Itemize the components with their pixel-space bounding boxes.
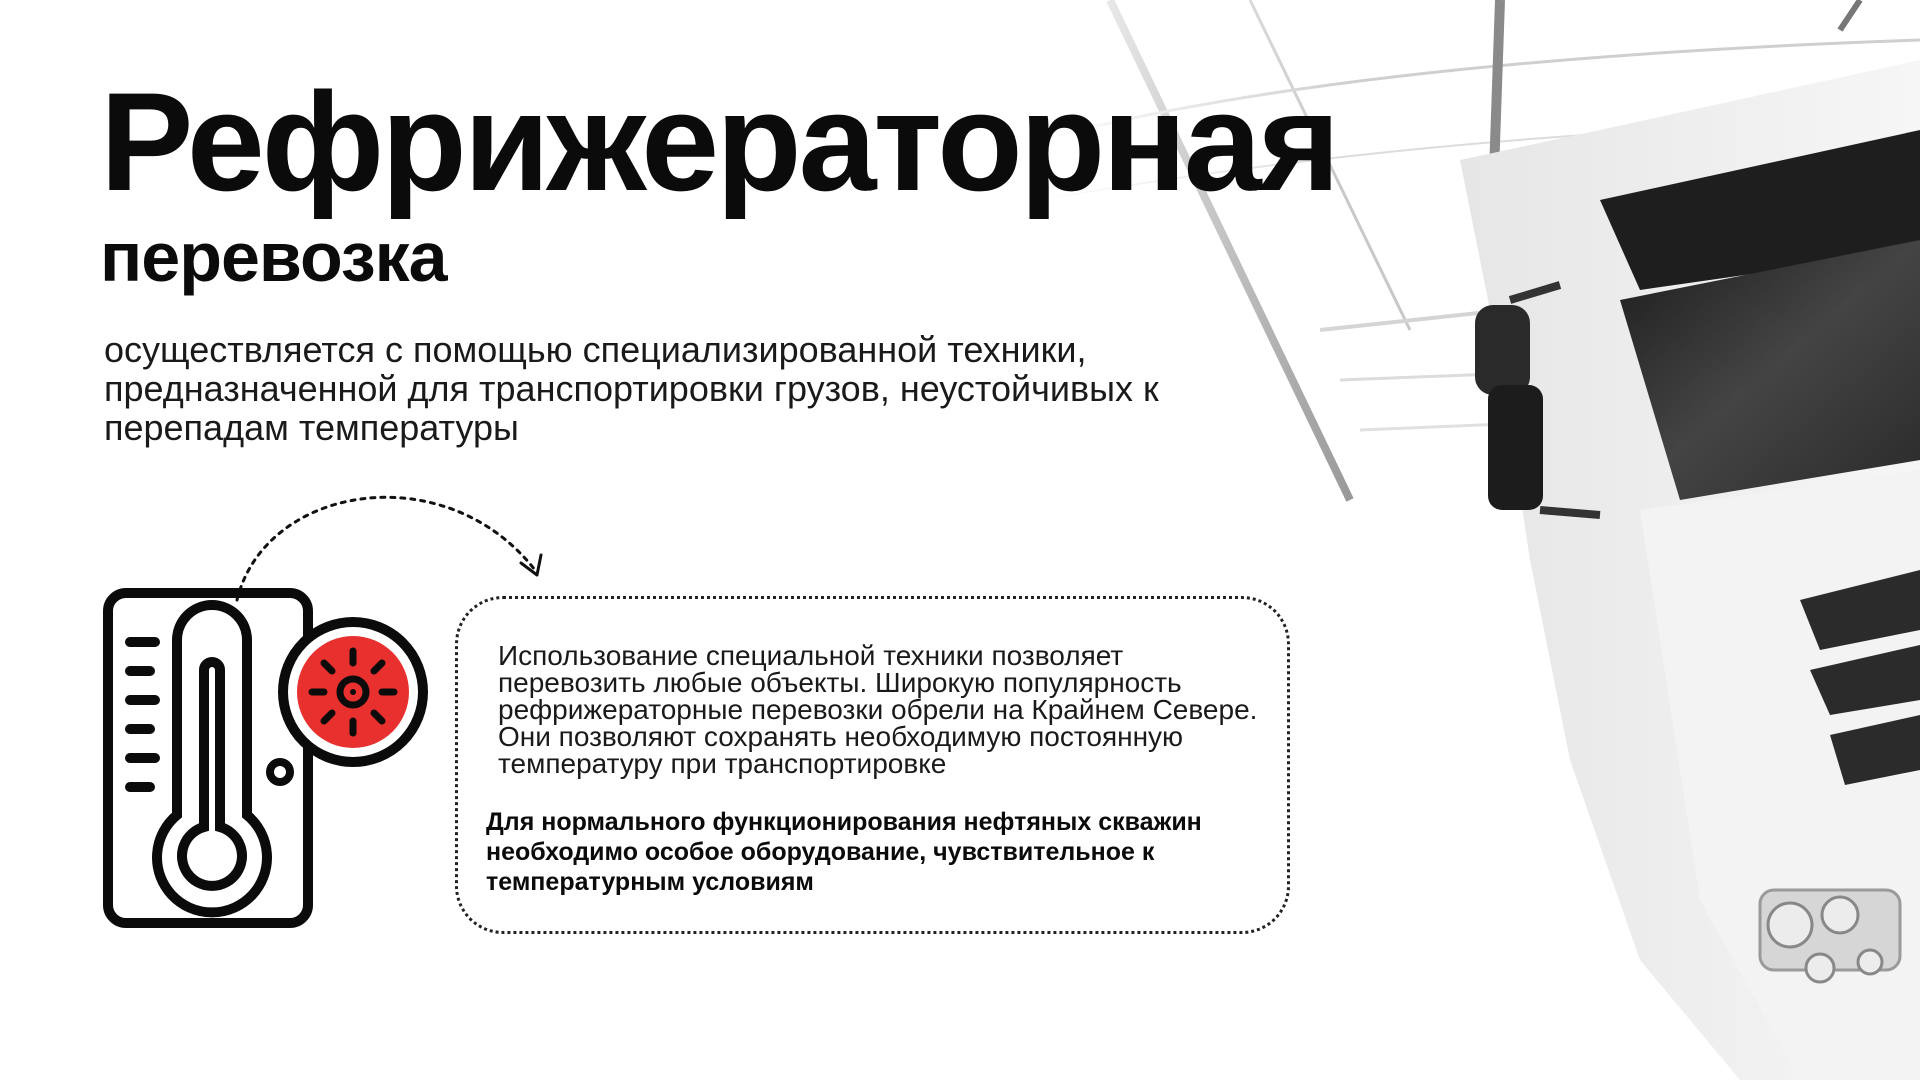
info-highlight: Для нормального функционирования нефтяных скважин необходимо особое оборудование, чувствительное к температурным условиям xyxy=(486,808,1202,896)
page-title: Рефрижераторная xyxy=(100,63,1338,220)
page-subtitle: перевозка xyxy=(100,218,447,296)
sun-icon xyxy=(283,622,423,762)
thermometer-icon xyxy=(100,585,430,935)
info-text: Использование специальной техники позволяет перевозить любые объекты. Широкую популярность рефрижераторные перевозки обрели на Крайнем Севере. Они позволяют сохранять необходимую постоянную температуру при транспортировке xyxy=(498,640,1258,779)
info-box xyxy=(455,596,1290,934)
lead-paragraph: осуществляется с помощью специализированной техники, предназначенной для транспортировки грузов, неустойчивых к перепадам температуры xyxy=(104,329,1159,448)
